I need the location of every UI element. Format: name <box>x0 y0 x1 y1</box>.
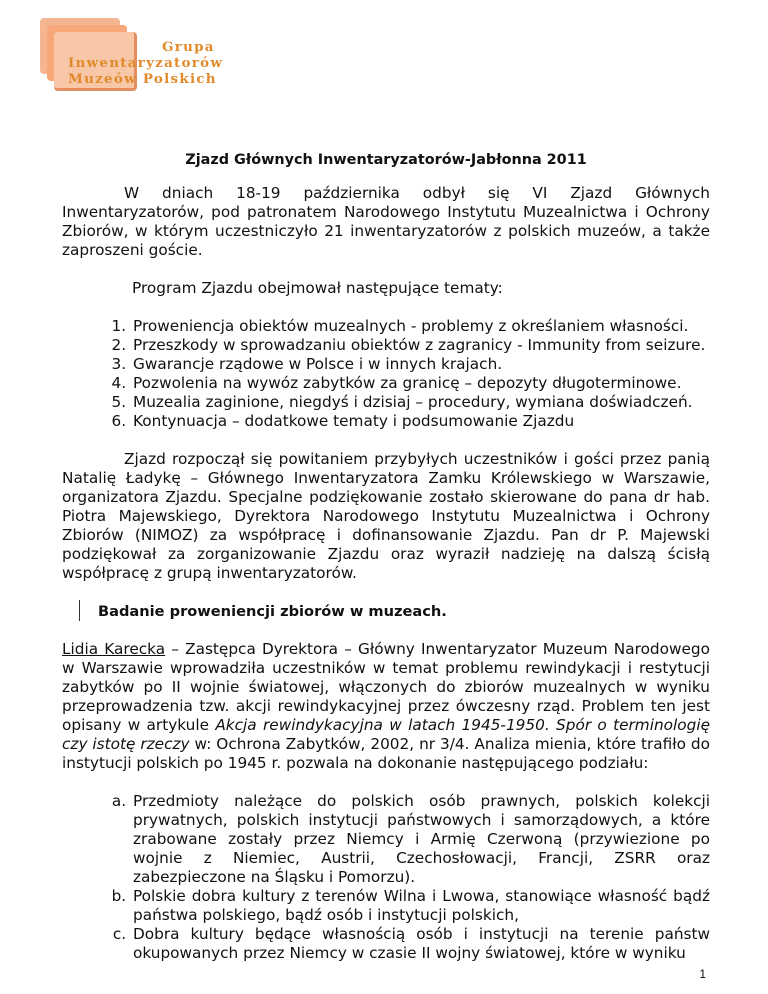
speaker-text-after: w: Ochrona Zabytków, 2002, nr 3/4. Analiza mienia, które trafiło do instytucji polskich po 1945 r. pozwala na dokonanie następującego podziału: <box>62 735 710 772</box>
logo-line-2: Inwentaryzatorów <box>68 55 224 71</box>
topic-item: 6. Kontynuacja – dodatkowe tematy i podsumowanie Zjazdu <box>131 412 710 431</box>
welcome-paragraph: Zjazd rozpoczął się powitaniem przybyłych uczestników i gości przez panią Natalię Ładykę – Głównego Inwentaryzatora Zamku Królewskiego w Warszawie, organizatora Zjazdu. Specjalne podziękowanie zostało skierowane do pana dr hab. Piotra Majewskiego, Dyrektora Narodowego Instytutu Muzealnictwa i Ochrony Zbiorów (NIMOZ) za współpracę i dofinansowanie Zjazdu. Pan dr P. Majewski podziękował za zorganizowanie Zjazdu oraz wyraził nadzieję na dalszą ścisłą współpracę z grupą inwentaryzatorów. <box>62 450 710 582</box>
section-heading <box>62 602 710 621</box>
speaker-name: Lidia Karecka <box>62 640 166 658</box>
program-intro: Program Zjazdu obejmował następujące tematy: <box>132 279 503 297</box>
topic-item: 2. Przeszkody w sprowadzaniu obiektów z zagranicy - Immunity from seizure. <box>131 336 710 355</box>
category-item: a. Przedmioty należące do polskich osób prawnych, polskich kolekcji prywatnych, polskich instytucji państwowych i samorządowych, a które zrabowane zostały przez Niemcy i Armię Czerwoną (przywiezione po wojnie z Niemiec, Austrii, Czechosłowacji, Francji, ZSRR oraz zabezpieczone na Śląsku i Pomorzu). <box>131 792 710 887</box>
categories-list <box>62 792 710 963</box>
logo-line-1: Grupa <box>162 39 215 55</box>
topics-list <box>62 317 710 431</box>
section-heading-text: Badanie proweniencji zbiorów w muzeach. <box>98 603 447 620</box>
document-title: Zjazd Głównych Inwentaryzatorów-Jabłonna 2011 <box>185 152 587 168</box>
topic-item: 4. Pozwolenia na wywóz zabytków za granicę – depozyty długoterminowe. <box>131 374 710 393</box>
topic-item: 5. Muzealia zaginione, niegdyś i dzisiaj – procedury, wymiana doświadczeń. <box>131 393 710 412</box>
article-title: Akcja rewindykacyjna w latach 1945-1950. Spór o terminologię czy istotę rzeczy <box>62 716 710 753</box>
topic-item: 3. Gwarancje rządowe w Polsce i w innych krajach. <box>131 355 710 374</box>
speaker-paragraph <box>62 640 710 773</box>
change-bar <box>79 600 80 621</box>
intro-paragraph: W dniach 18-19 października odbył się VI Zjazd Głównych Inwentaryzatorów, pod patronatem Narodowego Instytutu Muzealnictwa i Ochrony Zbiorów, w którym uczestniczyło 21 inwentaryzatorów z polskich muzeów, a także zaproszeni goście. <box>62 184 710 259</box>
document-body <box>62 151 710 963</box>
speaker-text-before: – Zastępca Dyrektora – Główny Inwentaryzator Muzeum Narodowego w Warszawie wprowadziła uczestników w temat problemu rewindykacji i restytucji zabytków po II wojnie światowej, włączonych do zbiorów muzealnych w wyniku przeprowadzenia tzw. akcji rewindykacyjnej przez ówczesny rząd. Problem ten jest opisany w artykule <box>62 640 710 734</box>
logo-line-3: Muzeów Polskich <box>68 71 217 87</box>
category-item: c. Dobra kultury będące własnością osób i instytucji na terenie państw okupowanych przez Niemcy w czasie II wojny światowej, które w wyniku <box>131 925 710 963</box>
logo <box>40 18 240 98</box>
page-number: 1 <box>699 967 706 981</box>
category-item: b. Polskie dobra kultury z terenów Wilna i Lwowa, stanowiące własność bądź państwa polskiego, bądź osób i instytucji polskich, <box>131 887 710 925</box>
topic-item: 1. Proweniencja obiektów muzealnych - problemy z określaniem własności. <box>131 317 710 336</box>
